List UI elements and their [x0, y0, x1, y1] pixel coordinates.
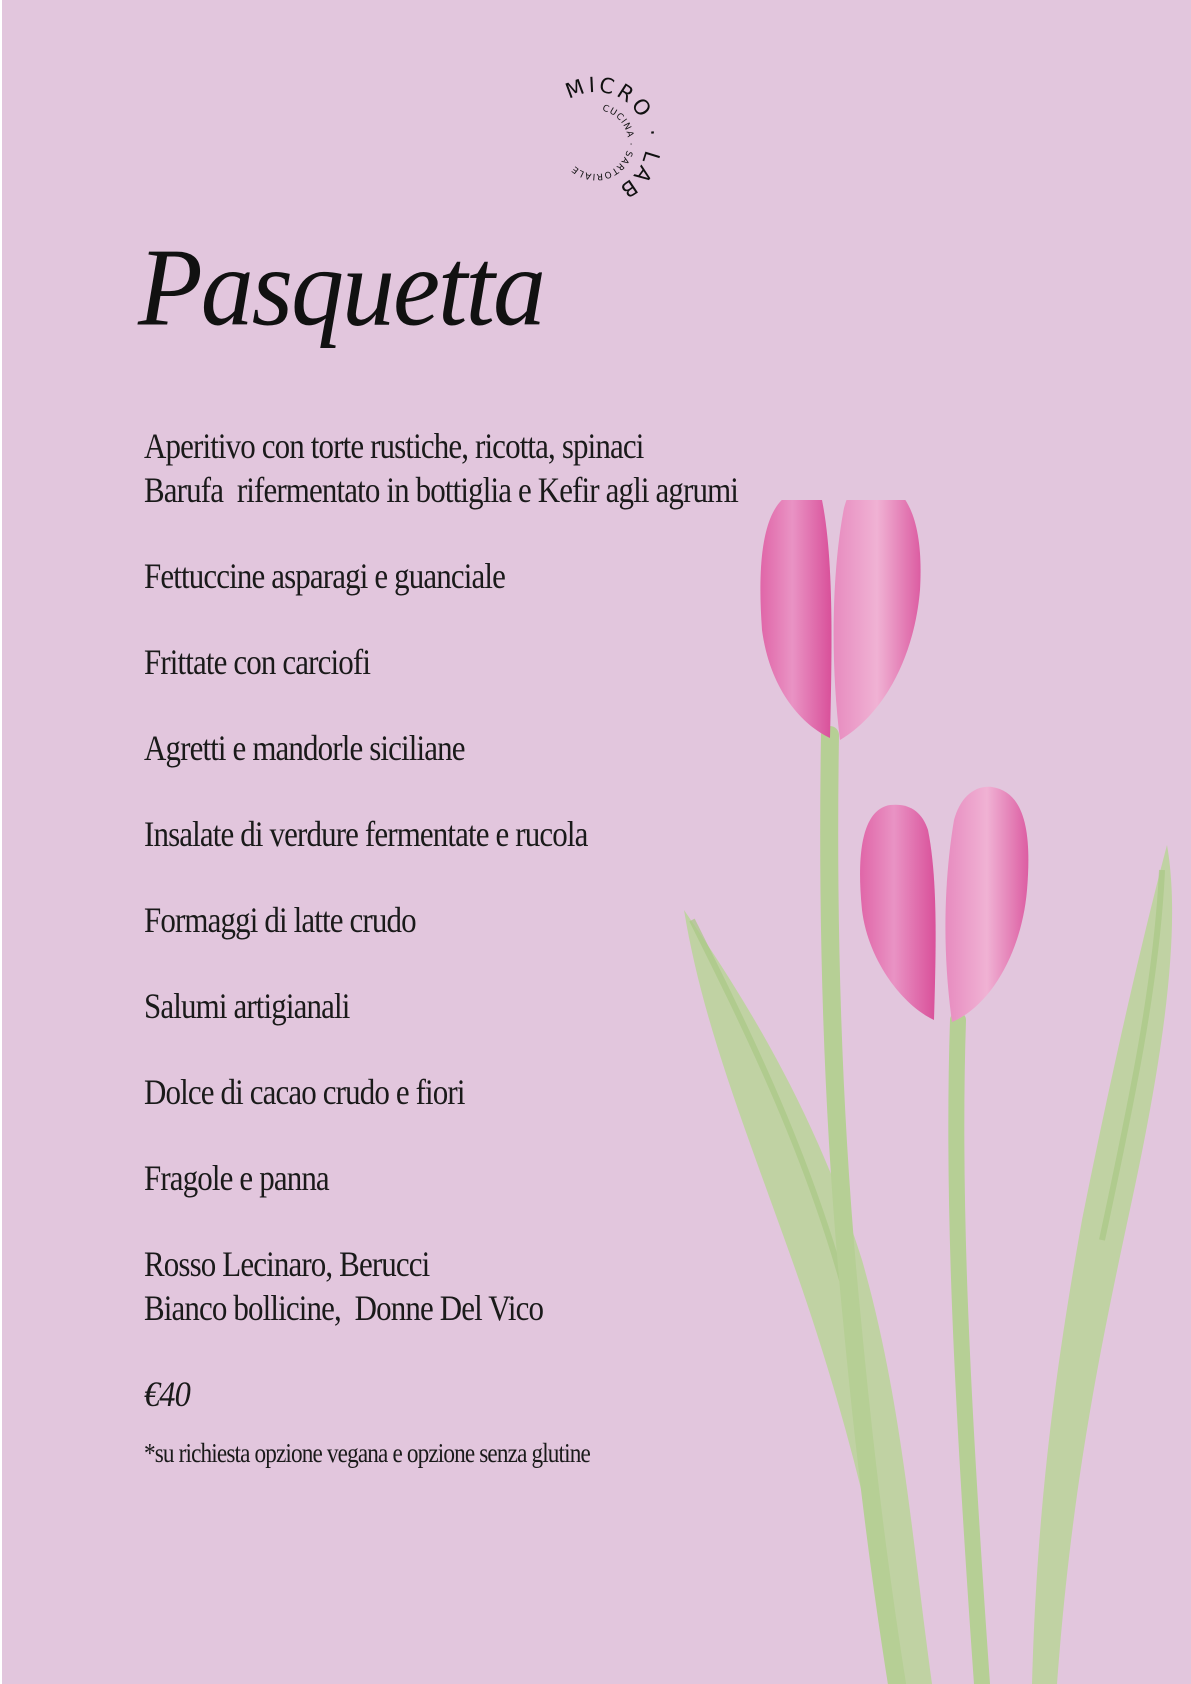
- menu-item-line: Barufa rifermentato in bottiglia e Kefir agli agrumi: [144, 470, 739, 510]
- menu-item: [144, 1070, 763, 1114]
- menu-item-line: Fettuccine asparagi e guanciale: [144, 556, 506, 596]
- dietary-note: *su richiesta opzione vegana e opzione senza glutine: [144, 1438, 590, 1468]
- menu-item-line: Agretti e mandorle siciliane: [144, 728, 465, 768]
- menu-item-line: Dolce di cacao crudo e fiori: [144, 1072, 465, 1112]
- menu-item-line: Aperitivo con torte rustiche, ricotta, spinaci: [144, 426, 644, 466]
- menu-price: €40: [144, 1374, 190, 1414]
- menu-item: [144, 1242, 763, 1330]
- menu-item: [144, 984, 763, 1028]
- menu-item-line: Fragole e panna: [144, 1158, 329, 1198]
- menu-item-line: Frittate con carciofi: [144, 642, 371, 682]
- svg-text:CUCINA · SARTORIALE: [570, 104, 635, 181]
- logo-inner-text: CUCINA · SARTORIALE: [569, 103, 636, 182]
- svg-text:MICRO · LAB: [562, 73, 665, 204]
- menu-page: [2, 0, 1191, 1684]
- menu-item-line: Insalate di verdure fermentate e rucola: [144, 814, 588, 854]
- menu-item-line: Salumi artigianali: [144, 986, 350, 1026]
- menu-item-line: Rosso Lecinaro, Berucci: [144, 1244, 430, 1284]
- menu-item-line: Bianco bollicine, Donne Del Vico: [144, 1288, 544, 1328]
- menu-item: [144, 1156, 763, 1200]
- microlab-circular-logo-icon: [534, 72, 666, 205]
- microlab-logo: [534, 72, 666, 205]
- menu-item: [144, 640, 763, 684]
- logo-outer-text: MICRO · LAB: [562, 72, 666, 205]
- menu-item: [144, 726, 763, 770]
- menu-item-line: Formaggi di latte crudo: [144, 900, 416, 940]
- menu-item: [144, 424, 763, 512]
- page-title: Pasquetta: [138, 225, 544, 349]
- menu-item: [144, 554, 763, 598]
- menu-item: [144, 812, 763, 856]
- menu-list: [144, 424, 864, 1470]
- menu-item: [144, 898, 763, 942]
